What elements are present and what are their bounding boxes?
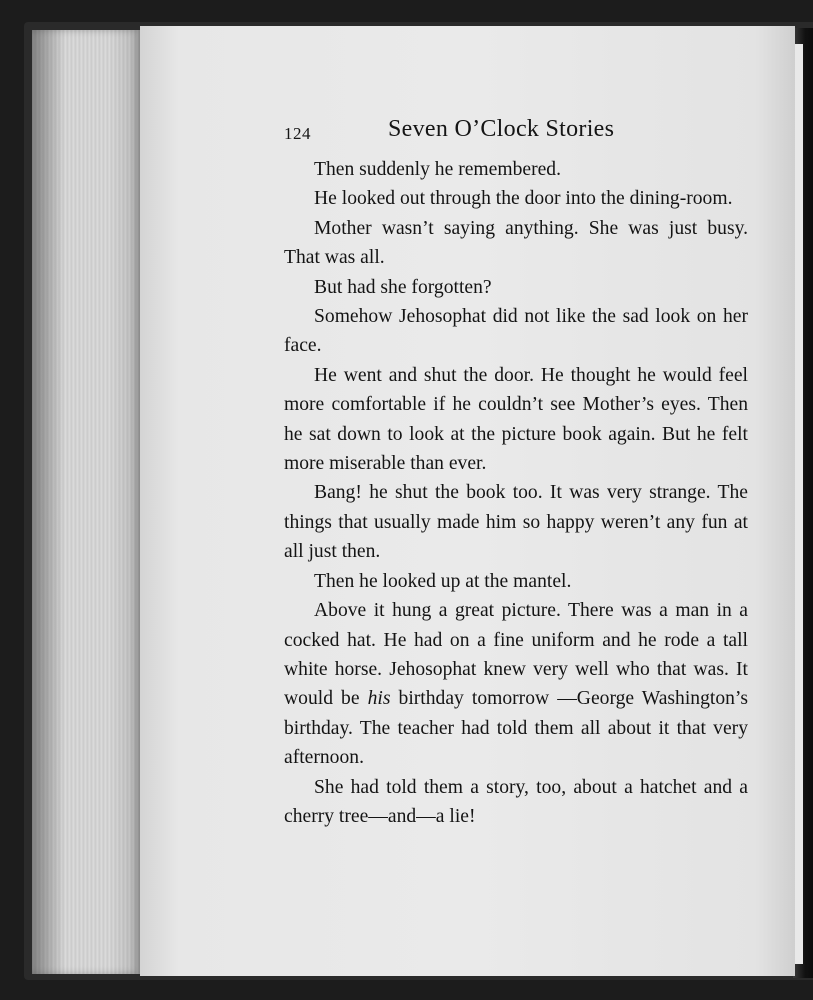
page-number: 124 [284,124,311,143]
body-text [284,155,748,831]
paragraph: Then suddenly he remembered. [314,159,562,180]
paragraph: Somehow Jehosophat did not like the sad look on her face. [284,306,748,357]
paragraph: He went and shut the door. He thought he would feel more comfortable if he couldn’t see Mother’s eyes. Then he sat down to look at the picture book again. But he felt more miserable than ever. [284,364,748,475]
paragraph-text: birthday tomorrow —George Washington’s birthday. The teacher had told them all about it that very afternoon. [284,688,748,769]
emphasized-word: his [367,688,391,710]
paragraph-last: She had told them a story, too, about a hatchet and a cherry tree—and—a lie! [284,776,748,827]
paragraph: Mother wasn’t saying anything. She was just busy. That was all. [284,217,748,269]
paragraph: Bang! he shut the book too. It was very strange. The things that usually made him so happy weren’t any fun at all just then. [284,482,748,563]
running-head [284,116,664,146]
page-edges-shadow [32,30,142,974]
paragraph: But had she forgotten? [314,276,492,298]
paragraph: He looked out through the door into the dining-room. [314,188,733,210]
paragraph-text: Above it hung a great picture. There was a man in a cocked hat. He had on a fine uniform and he rode a tall white horse. Jehosophat knew very well who that was. It would be [284,600,748,710]
paragraph-picture [284,596,748,772]
running-title: Seven O’Clock Stories [388,116,615,142]
paragraph: Then he looked up at the mantel. [314,570,572,592]
